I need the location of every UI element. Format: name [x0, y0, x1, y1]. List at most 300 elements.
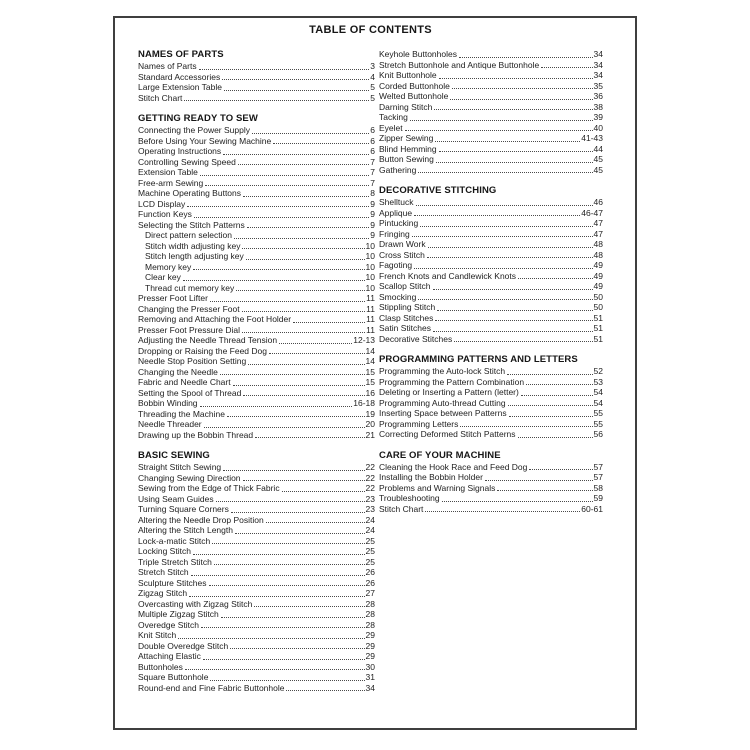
toc-entry	[379, 377, 603, 388]
toc-entry-page: 54	[593, 397, 603, 408]
toc-entry	[379, 112, 603, 123]
dot-leader	[434, 109, 592, 110]
toc-entry	[379, 504, 603, 515]
toc-section	[138, 450, 375, 693]
dot-leader	[286, 690, 364, 691]
dot-leader	[427, 257, 593, 258]
toc-entry-label: Zigzag Stitch	[138, 588, 188, 598]
toc-entry	[138, 178, 375, 189]
toc-entry-label: Cleaning the Hook Race and Feed Dog	[379, 461, 528, 472]
dot-leader	[201, 627, 365, 628]
toc-entry-page: 7	[370, 177, 375, 188]
toc-entry	[138, 651, 375, 662]
dot-leader	[459, 57, 593, 58]
toc-entry-label: Operating Instructions	[138, 146, 222, 156]
dot-leader	[200, 175, 369, 176]
toc-entry-page: 35	[593, 80, 603, 91]
dot-leader	[526, 384, 592, 385]
toc-entry-label: Problems and Warning Signals	[379, 482, 496, 493]
toc-entry-page: 16	[365, 387, 375, 398]
toc-entry-page: 44	[593, 143, 603, 154]
toc-entry-label: Extension Table	[138, 167, 198, 177]
toc-entry-label: Changing the Needle	[138, 366, 218, 377]
toc-entry	[379, 91, 603, 102]
toc-entry-page: 57	[593, 472, 603, 482]
toc-entry-page: 28	[365, 598, 375, 609]
toc-entry	[379, 60, 603, 71]
toc-entry-label: Large Extension Table	[138, 82, 222, 92]
dot-leader	[193, 554, 365, 555]
dot-leader	[212, 543, 364, 544]
dot-leader	[418, 299, 592, 300]
dot-leader	[273, 143, 369, 144]
dot-leader	[428, 247, 593, 248]
toc-entry	[138, 588, 375, 599]
toc-entry-page: 15	[365, 366, 375, 377]
dot-leader	[224, 90, 369, 91]
toc-entry-label: Inserting Space between Patterns	[379, 408, 507, 418]
toc-entry	[138, 304, 375, 315]
toc-entry-page: 50	[593, 302, 603, 312]
toc-entry	[145, 262, 375, 273]
toc-entry-page: 11	[366, 314, 375, 324]
toc-entry	[138, 630, 375, 641]
toc-entry	[379, 387, 603, 398]
toc-entry-label: Lock-a-matic Stitch	[138, 535, 211, 546]
toc-entry	[138, 199, 375, 210]
dot-leader	[185, 669, 365, 670]
toc-entry	[138, 82, 375, 93]
dot-leader	[223, 470, 364, 471]
dot-leader	[521, 395, 593, 396]
toc-entry-page: 53	[593, 376, 603, 387]
toc-entry-label: Gathering	[379, 164, 417, 175]
toc-entry	[138, 536, 375, 547]
toc-entry	[379, 334, 603, 345]
toc-entry	[379, 483, 603, 494]
toc-entry-page: 29	[365, 630, 375, 640]
dot-leader	[437, 310, 592, 311]
dot-leader	[247, 227, 369, 228]
toc-entry-page: 49	[593, 281, 603, 291]
toc-entry	[138, 525, 375, 536]
toc-entry-page: 26	[365, 577, 375, 588]
toc-entry-label: Clear key	[145, 272, 181, 282]
dot-leader	[238, 164, 369, 165]
toc-entry-page: 54	[593, 387, 603, 397]
toc-entry	[145, 272, 375, 283]
toc-entry	[379, 281, 603, 292]
toc-entry	[138, 494, 375, 505]
toc-entry-page: 25	[365, 556, 375, 567]
toc-entry-label: Standard Accessories	[138, 71, 221, 82]
toc-column-right	[379, 49, 603, 693]
toc-entry-page: 51	[593, 312, 603, 323]
toc-entry-page: 28	[365, 609, 375, 619]
toc-entry-page: 48	[593, 249, 603, 260]
dot-leader	[221, 617, 365, 618]
toc-entry-label: Sewing from the Edge of Thick Fabric	[138, 483, 280, 493]
toc-entry-label: Needle Threader	[138, 419, 202, 429]
toc-entry-label: Stitch width adjusting key	[145, 240, 241, 251]
dot-leader	[450, 99, 592, 100]
toc-entry-page: 6	[370, 146, 375, 156]
toc-entry	[138, 641, 375, 652]
dot-leader	[199, 69, 370, 70]
toc-entry-page: 22	[365, 462, 375, 472]
dot-leader	[410, 120, 593, 121]
toc-entry	[138, 504, 375, 515]
toc-entry-page: 46-47	[581, 207, 603, 218]
toc-entry	[138, 314, 375, 325]
toc-entry-page: 10	[365, 240, 375, 251]
toc-entry-label: LCD Display	[138, 198, 186, 209]
toc-entry	[379, 462, 603, 473]
dot-leader	[405, 130, 593, 131]
dot-leader	[248, 364, 364, 365]
dot-leader	[425, 511, 580, 512]
toc-entry-label: Direct pattern selection	[145, 230, 232, 240]
dot-leader	[246, 259, 365, 260]
toc-entry	[145, 230, 375, 241]
toc-entry-label: Fagoting	[379, 260, 413, 270]
toc-section	[379, 354, 603, 440]
dot-leader	[420, 226, 592, 227]
toc-entry-label: Turning Square Corners	[138, 504, 229, 514]
toc-entry-label: Round-end and Fine Fabric Buttonhole	[138, 682, 285, 693]
dot-leader	[252, 133, 369, 134]
toc-entry	[379, 493, 603, 504]
section-heading: NAMES OF PARTS	[138, 49, 224, 60]
toc-entry-page: 14	[365, 345, 375, 356]
toc-entry-page: 10	[365, 282, 375, 293]
section-heading: DECORATIVE STITCHING	[379, 185, 497, 196]
toc-entry	[138, 599, 375, 610]
toc-section	[379, 450, 603, 515]
toc-entry-label: Drawn Work	[379, 239, 426, 249]
toc-entry	[138, 473, 375, 484]
dot-leader	[242, 248, 364, 249]
toc-entry-page: 4	[370, 71, 375, 82]
toc-entry-page: 10	[365, 261, 375, 272]
toc-entry-label: Smocking	[379, 291, 417, 302]
dot-leader	[414, 268, 592, 269]
toc-entry-label: Shelltuck	[379, 197, 414, 207]
toc-entry	[379, 429, 603, 440]
toc-entry-label: Programming Letters	[379, 418, 459, 429]
toc-entry	[138, 93, 375, 104]
dot-leader	[203, 659, 365, 660]
dot-leader	[518, 278, 593, 279]
toc-entry-page: 56	[593, 429, 603, 439]
toc-entry	[145, 241, 375, 252]
section-heading: PROGRAMMING PATTERNS AND LETTERS	[379, 354, 578, 365]
toc-entry	[138, 462, 375, 473]
toc-entry-label: Removing and Attaching the Foot Holder	[138, 314, 292, 324]
dot-leader	[193, 269, 364, 270]
dot-leader	[204, 427, 365, 428]
toc-entry	[138, 609, 375, 620]
dot-leader	[183, 280, 365, 281]
toc-entry	[138, 567, 375, 578]
toc-entry-label: Bobbin Winding	[138, 398, 198, 408]
toc-entry-page: 6	[370, 125, 375, 135]
toc-entry-page: 60-61	[581, 503, 603, 514]
toc-entry-page: 34	[593, 49, 603, 59]
toc-entry	[138, 136, 375, 147]
toc-entry	[379, 154, 603, 165]
toc-entry	[138, 430, 375, 441]
dot-leader	[222, 79, 369, 80]
dot-leader	[518, 437, 593, 438]
dot-leader	[184, 100, 369, 101]
toc-entry-label: Adjusting the Needle Thread Tension	[138, 335, 278, 345]
toc-entry-label: Square Buttonhole	[138, 672, 209, 682]
toc-entry-label: Changing the Presser Foot	[138, 303, 240, 314]
toc-entry	[379, 302, 603, 313]
toc-entry-label: Programming Auto-thread Cutting	[379, 397, 506, 408]
toc-entry	[379, 208, 603, 219]
toc-entry	[138, 335, 375, 346]
toc-entry-label: Locking Stitch	[138, 546, 191, 556]
toc-entry	[145, 283, 375, 294]
toc-entry-page: 11	[366, 293, 375, 303]
dot-leader	[233, 385, 365, 386]
toc-entry	[138, 398, 375, 409]
section-heading: BASIC SEWING	[138, 450, 210, 461]
toc-entry-page: 11	[366, 303, 375, 314]
toc-entry-page: 23	[365, 493, 375, 504]
dot-leader	[541, 67, 592, 68]
toc-entry-label: Blind Hemming	[379, 143, 437, 154]
toc-section	[379, 185, 603, 344]
toc-entry-page: 7	[370, 167, 375, 177]
dot-leader	[216, 501, 365, 502]
toc-entry	[138, 483, 375, 494]
dot-leader	[293, 322, 365, 323]
toc-entry-label: Selecting the Stitch Patterns	[138, 219, 245, 230]
dot-leader	[189, 596, 364, 597]
dot-leader	[435, 141, 580, 142]
toc-entry-page: 45	[593, 154, 603, 164]
toc-entry-label: Triple Stretch Stitch	[138, 556, 212, 567]
toc-entry-page: 6	[370, 135, 375, 146]
toc-entry-page: 9	[370, 198, 375, 209]
dot-leader	[235, 533, 365, 534]
toc-entry-page: 49	[593, 270, 603, 281]
toc-entry-page: 10	[365, 272, 375, 282]
toc-entry-label: Thread cut memory key	[145, 282, 235, 293]
toc-entry	[138, 578, 375, 589]
dot-leader	[452, 88, 593, 89]
toc-entry-page: 41-43	[581, 133, 603, 143]
dot-leader	[191, 575, 365, 576]
toc-entry	[379, 133, 603, 144]
toc-entry	[379, 229, 603, 240]
toc-entry	[379, 260, 603, 271]
toc-entry	[138, 346, 375, 357]
toc-entry-page: 8	[370, 188, 375, 198]
toc-entry-label: Sculpture Stitches	[138, 577, 207, 588]
toc-entry-page: 29	[365, 651, 375, 661]
dot-leader	[243, 480, 365, 481]
dot-leader	[279, 343, 352, 344]
toc-entry-label: Setting the Spool of Thread	[138, 387, 242, 398]
toc-entry-label: Controlling Sewing Speed	[138, 156, 236, 167]
toc-entry	[379, 123, 603, 134]
dot-leader	[529, 469, 592, 470]
toc-entry	[138, 672, 375, 683]
toc-entry-page: 34	[593, 70, 603, 80]
dot-leader	[230, 648, 364, 649]
toc-entry-label: Programming the Auto-lock Stitch	[379, 366, 506, 376]
toc-entry	[379, 165, 603, 176]
toc-entry-label: Overcasting with Zigzag Stitch	[138, 598, 253, 609]
toc-entry-page: 9	[370, 209, 375, 219]
toc-entry	[379, 70, 603, 81]
toc-entry-label: Decorative Stitches	[379, 333, 453, 344]
dot-leader	[454, 341, 592, 342]
toc-entry	[138, 662, 375, 673]
toc-entry-page: 7	[370, 156, 375, 167]
dot-leader	[200, 406, 353, 407]
toc-entry-label: Double Overedge Stitch	[138, 640, 229, 651]
toc-entry-page: 23	[365, 504, 375, 514]
toc-entry-label: Fabric and Needle Chart	[138, 377, 231, 387]
dot-leader	[243, 196, 369, 197]
toc-entry-label: Eyelet	[379, 122, 403, 133]
toc-entry-label: Keyhole Buttonholes	[379, 49, 457, 59]
toc-entry-page: 38	[593, 101, 603, 112]
toc-entry-label: Programming the Pattern Combination	[379, 376, 525, 387]
dot-leader	[412, 236, 593, 237]
dot-leader	[242, 311, 366, 312]
toc-entry	[379, 81, 603, 92]
dot-leader	[266, 522, 365, 523]
toc-entry-page: 5	[370, 82, 375, 92]
toc-entry	[138, 557, 375, 568]
toc-entry-label: Overedge Stitch	[138, 619, 199, 630]
toc-entry-label: Buttonholes	[138, 661, 183, 672]
toc-entry	[379, 218, 603, 229]
toc-entry	[379, 144, 603, 155]
dot-leader	[282, 491, 365, 492]
dot-leader	[418, 172, 592, 173]
toc-entry	[138, 125, 375, 136]
toc-entry-page: 11	[366, 324, 375, 335]
toc-entry-label: Stretch Buttonhole and Antique Buttonhole	[379, 59, 540, 70]
toc-entry	[379, 271, 603, 282]
toc-entry-label: Altering the Stitch Length	[138, 525, 233, 535]
dot-leader	[436, 162, 593, 163]
toc-entry	[138, 515, 375, 526]
toc-entry-page: 57	[593, 461, 603, 472]
toc-entry-page: 10	[365, 251, 375, 261]
toc-entry-page: 24	[365, 514, 375, 525]
toc-entry-label: Zipper Sewing	[379, 133, 434, 143]
toc-entry-label: Troubleshooting	[379, 493, 440, 503]
toc-entry	[138, 367, 375, 378]
toc-entry	[379, 239, 603, 250]
toc-entry-page: 59	[593, 493, 603, 503]
toc-entry-label: Using Seam Guides	[138, 493, 214, 504]
toc-entry-page: 29	[365, 640, 375, 651]
toc-entry	[379, 197, 603, 208]
dot-leader	[243, 395, 364, 396]
toc-entry	[145, 251, 375, 262]
toc-entry	[379, 419, 603, 430]
toc-entry-label: Drawing up the Bobbin Thread	[138, 429, 254, 440]
dot-leader	[236, 290, 364, 291]
dot-leader	[223, 154, 369, 155]
toc-entry-page: 51	[593, 333, 603, 344]
toc-entry-page: 55	[593, 408, 603, 418]
toc-entry	[138, 72, 375, 83]
toc-entry-label: Knit Stitch	[138, 630, 177, 640]
dot-leader	[497, 490, 592, 491]
toc-entry-label: Presser Foot Lifter	[138, 293, 208, 303]
dot-leader	[209, 585, 365, 586]
toc-entry-label: Presser Foot Pressure Dial	[138, 324, 241, 335]
toc-entry-label: Connecting the Power Supply	[138, 125, 250, 135]
toc-entry	[138, 209, 375, 220]
toc-entry-label: Free-arm Sewing	[138, 177, 204, 188]
toc-entry-page: 47	[593, 228, 603, 239]
toc-section	[379, 49, 603, 175]
toc-entry-label: Installing the Bobbin Holder	[379, 472, 483, 482]
dot-leader	[210, 301, 365, 302]
toc-entry-page: 15	[365, 377, 375, 387]
dot-leader	[234, 238, 369, 239]
toc-entry	[138, 157, 375, 168]
toc-entry-label: Scallop Stitch	[379, 281, 431, 291]
toc-entry-label: Straight Stitch Sewing	[138, 462, 222, 472]
toc-entry-label: Stitch length adjusting key	[145, 251, 244, 261]
toc-entry	[138, 683, 375, 694]
toc-entry-page: 58	[593, 482, 603, 493]
toc-entry-page: 39	[593, 112, 603, 122]
toc-entry-page: 26	[365, 567, 375, 577]
toc-entry-page: 46	[593, 197, 603, 207]
toc-entry-label: Stitch Chart	[379, 503, 424, 514]
toc-entry-label: Threading the Machine	[138, 408, 225, 419]
dot-leader	[435, 320, 592, 321]
toc-entry-page: 5	[370, 92, 375, 103]
toc-entry-label: Correcting Deformed Stitch Patterns	[379, 429, 516, 439]
toc-entry-label: Multiple Zigzag Stitch	[138, 609, 219, 619]
toc-entry-label: Corded Buttonhole	[379, 80, 450, 91]
toc-columns	[138, 49, 603, 693]
toc-entry-page: 30	[365, 661, 375, 672]
toc-entry-page: 25	[365, 546, 375, 556]
dot-leader	[509, 416, 593, 417]
toc-entry	[138, 546, 375, 557]
toc-entry-label: Stitch Chart	[138, 92, 183, 103]
toc-entry-page: 22	[365, 472, 375, 483]
dot-leader	[231, 512, 365, 513]
toc-entry-page: 31	[365, 672, 375, 682]
toc-column-left	[138, 49, 375, 693]
toc-entry-label: Attaching Elastic	[138, 651, 201, 661]
toc-entry-label: Before Using Your Sewing Machine	[138, 135, 272, 146]
toc-page	[113, 16, 637, 730]
toc-entry-page: 40	[593, 122, 603, 133]
dot-leader	[194, 217, 369, 218]
toc-entry-label: Stippling Stitch	[379, 302, 436, 312]
toc-entry-label: Dropping or Raising the Feed Dog	[138, 345, 267, 356]
toc-entry-label: Memory key	[145, 261, 192, 272]
toc-entry-label: Needle Stop Position Setting	[138, 356, 247, 366]
